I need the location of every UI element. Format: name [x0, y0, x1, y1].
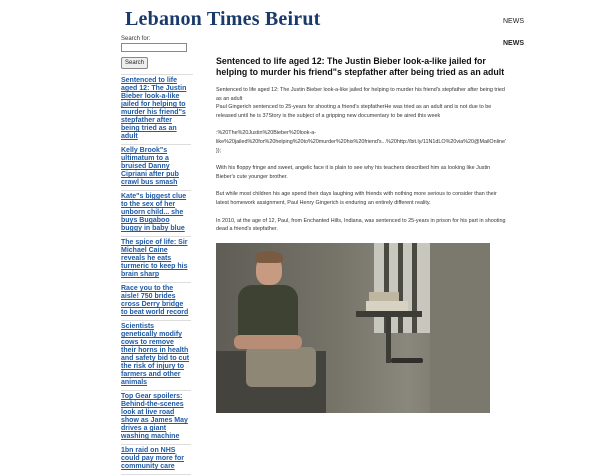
sidebar: [121, 36, 193, 475]
sidebar-link[interactable]: The spice of life: Sir Michael Caine reveals he eats turmeric to keep his brain sharp: [121, 237, 191, 283]
photo-boy-legs: [246, 347, 316, 387]
sidebar-links: [121, 74, 193, 475]
photo-books: [369, 292, 399, 301]
article-paragraph: Sentenced to life aged 12: The Justin Bieber look-a-like jailed for helping to murder his friend's stepfather after being tried as an adult: [216, 87, 505, 102]
search-button[interactable]: Search: [121, 57, 148, 69]
nav-news-active[interactable]: NEWS: [503, 40, 524, 47]
article: [216, 56, 506, 413]
article-paragraph: In 2010, at the age of 12, Paul, from Enchanted Hills, Indiana, was sentenced to 25-years in prison for his part in shooting dead a friend's stepfather.: [216, 217, 506, 233]
article-paragraph: });: [216, 147, 222, 154]
sidebar-link[interactable]: Sentenced to life aged 12: The Justin Bieber look-a-like jailed for helping to murder his friend"s stepfather after being tried as an adult: [121, 75, 191, 145]
article-headline: Sentenced to life aged 12: The Justin Bieber look-a-like jailed for helping to murder his friend"s stepfather after being tried as an adult: [216, 56, 505, 77]
site-title[interactable]: Lebanon Times Beirut: [125, 8, 321, 30]
nav-news-top[interactable]: NEWS: [503, 18, 524, 25]
sidebar-link[interactable]: Scientists genetically modify cows to remove their horns in health and safety bid to cut the risk of injury to farmers and other animals: [121, 321, 191, 391]
photo-window-bar: [412, 243, 417, 333]
search-input[interactable]: [121, 43, 187, 52]
article-paragraph: :%20The%20Justin%20Bieber%20look-a-like%20jailed%20for%20helping%20to%20murder%20his%20friend's...%20http://bit.ly/11N1dLO%20via%20@MailOnline': [216, 130, 507, 145]
sidebar-link[interactable]: Kelly Brook"s ultimatum to a bruised Danny Cipriani after pub crawl bus smash: [121, 145, 191, 191]
sidebar-link[interactable]: Kate"s biggest clue to the sex of her unborn child... she buys Bugaboo buggy in baby blue: [121, 191, 191, 237]
photo-window: [374, 243, 430, 333]
article-photo: [216, 243, 490, 413]
sidebar-link[interactable]: 1bn raid on NHS could pay more for community care: [121, 445, 191, 475]
photo-stool: [391, 358, 423, 363]
photo-boy-arms: [234, 335, 302, 349]
photo-window-bar: [398, 243, 403, 333]
sidebar-link[interactable]: Top Gear spoilers: Behind-the-scenes look at live road show as James May drives a giant washing machine: [121, 391, 191, 445]
photo-wall: [430, 243, 490, 413]
photo-boy-hair: [255, 251, 283, 263]
photo-desk-post: [386, 317, 391, 363]
sidebar-link[interactable]: Race you to the aisle! 750 brides cross Derry bridge to beat world record: [121, 283, 191, 321]
photo-books: [366, 301, 408, 311]
article-paragraph: But while most children his age spend their days laughing with friends with nothing more serious to consider than their latest homework assignment, Paul Henry Gingerich is enduring an entirely different reality.: [216, 191, 497, 206]
search-label: Search for:: [121, 36, 151, 42]
article-paragraph: With his floppy fringe and sweet, angelic face it is plain to see why his teachers described him as looking like Justin Bieber's cute younger brother.: [216, 165, 491, 180]
article-paragraph: Paul Gingerich sentenced to 25-years for shooting a friend's stepfatherHe was tried as an adult and is not due to be released until he is 37Story is the subject of a gripping new documentary to be aired this week: [216, 104, 492, 119]
